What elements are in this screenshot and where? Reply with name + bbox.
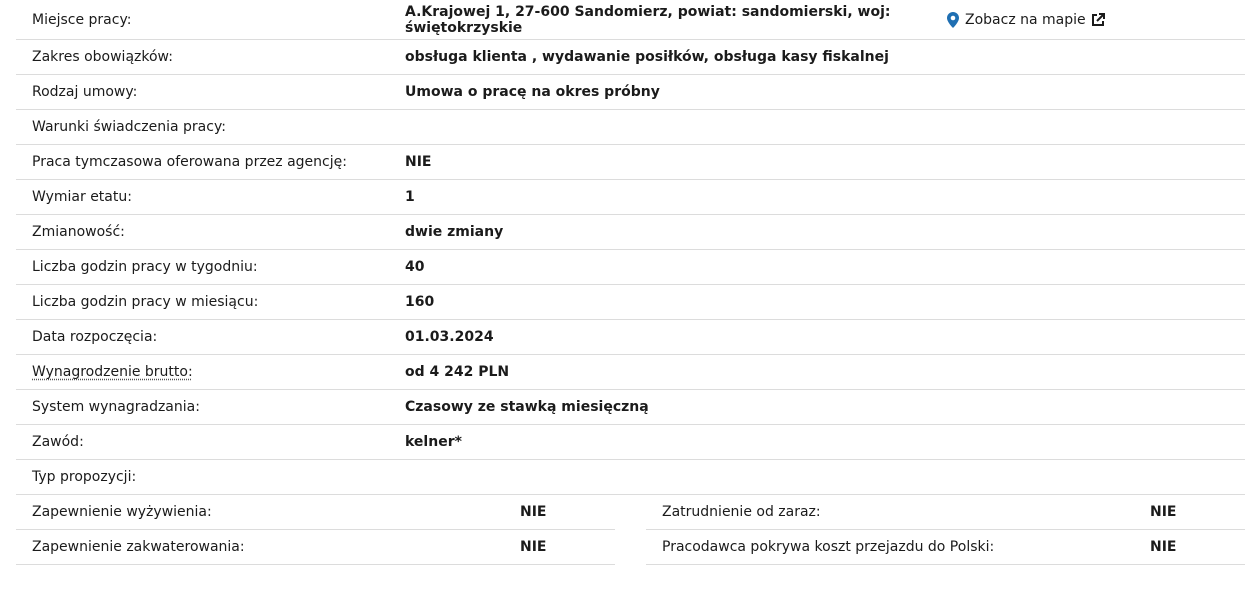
row-travel bbox=[646, 530, 1245, 565]
accommodation-value: NIE bbox=[520, 539, 547, 555]
shifts-value: dwie zmiany bbox=[405, 224, 504, 240]
extras-right-column bbox=[646, 495, 1245, 565]
food-value: NIE bbox=[520, 504, 547, 520]
food-label: Zapewnienie wyżywienia: bbox=[32, 504, 212, 520]
salary-value: od 4 242 PLN bbox=[405, 364, 510, 380]
map-link[interactable] bbox=[946, 12, 1105, 28]
row-salary bbox=[16, 355, 1245, 390]
row-accommodation bbox=[16, 530, 615, 565]
row-occupation bbox=[16, 425, 1245, 460]
monthly-hours-value: 160 bbox=[405, 294, 435, 310]
immediate-value: NIE bbox=[1150, 504, 1177, 520]
shifts-label: Zmianowość: bbox=[32, 224, 125, 240]
occupation-label: Zawód: bbox=[32, 434, 84, 450]
location-value: A.Krajowej 1, 27-600 Sandomierz, powiat: sandomierski, woj: świętokrzyskie bbox=[405, 3, 891, 36]
offer-type-label: Typ propozycji: bbox=[32, 469, 137, 485]
row-shifts bbox=[16, 215, 1245, 250]
pay-system-label: System wynagradzania: bbox=[32, 399, 200, 415]
pay-system-value: Czasowy ze stawką miesięczną bbox=[405, 399, 649, 415]
duties-value: obsługa klienta , wydawanie posiłków, obsługa kasy fiskalnej bbox=[405, 49, 889, 65]
external-link-icon bbox=[1091, 13, 1105, 27]
contract-type-label: Rodzaj umowy: bbox=[32, 84, 138, 100]
fte-label: Wymiar etatu: bbox=[32, 189, 132, 205]
occupation-value: kelner* bbox=[405, 434, 462, 450]
extras-left-column bbox=[16, 495, 615, 565]
row-pay-system bbox=[16, 390, 1245, 425]
weekly-hours-value: 40 bbox=[405, 259, 425, 275]
temp-agency-label: Praca tymczasowa oferowana przez agencję: bbox=[32, 154, 347, 170]
row-offer-type bbox=[16, 460, 1245, 495]
temp-agency-value: NIE bbox=[405, 154, 432, 170]
accommodation-label: Zapewnienie zakwaterowania: bbox=[32, 539, 245, 555]
monthly-hours-label: Liczba godzin pracy w miesiącu: bbox=[32, 294, 259, 310]
map-pin-icon bbox=[946, 12, 960, 28]
row-fte bbox=[16, 180, 1245, 215]
row-temp-agency bbox=[16, 145, 1245, 180]
weekly-hours-label: Liczba godzin pracy w tygodniu: bbox=[32, 259, 258, 275]
row-work-conditions bbox=[16, 110, 1245, 145]
row-immediate bbox=[646, 495, 1245, 530]
immediate-label: Zatrudnienie od zaraz: bbox=[662, 504, 821, 520]
row-contract-type bbox=[16, 75, 1245, 110]
row-weekly-hours bbox=[16, 250, 1245, 285]
row-start-date bbox=[16, 320, 1245, 355]
travel-value: NIE bbox=[1150, 539, 1177, 555]
fte-value: 1 bbox=[405, 189, 415, 205]
start-date-label: Data rozpoczęcia: bbox=[32, 329, 158, 345]
row-food bbox=[16, 495, 615, 530]
travel-label: Pracodawca pokrywa koszt przejazdu do Polski: bbox=[662, 539, 995, 555]
start-date-value: 01.03.2024 bbox=[405, 329, 494, 345]
row-duties bbox=[16, 40, 1245, 75]
duties-label: Zakres obowiązków: bbox=[32, 49, 173, 65]
map-link-label: Zobacz na mapie bbox=[965, 11, 1086, 28]
row-monthly-hours bbox=[16, 285, 1245, 320]
extras-grid bbox=[16, 495, 1245, 565]
row-location bbox=[16, 0, 1245, 40]
location-label: Miejsce pracy: bbox=[32, 11, 132, 28]
salary-label[interactable]: Wynagrodzenie brutto: bbox=[32, 364, 193, 380]
work-conditions-label: Warunki świadczenia pracy: bbox=[32, 119, 226, 135]
contract-type-value: Umowa o pracę na okres próbny bbox=[405, 84, 660, 100]
job-details-table bbox=[16, 0, 1245, 565]
